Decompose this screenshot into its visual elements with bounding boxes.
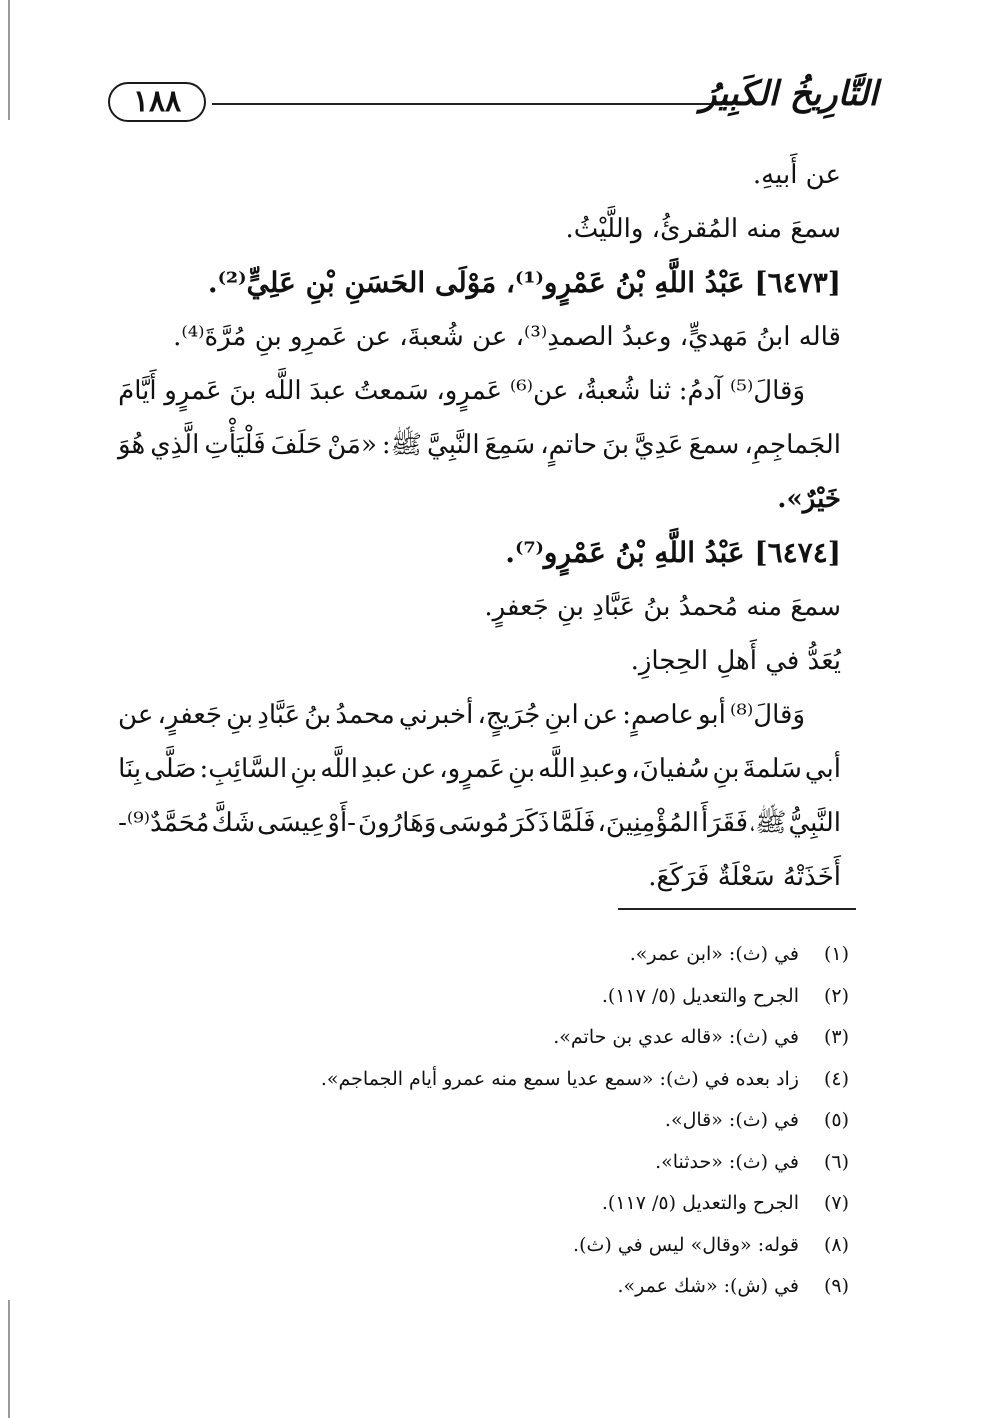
footnote-text: زاد بعده في (ث): «سمع عديا سمع منه عمرو أيام الجماجم». (320, 1067, 799, 1090)
word: النَّبِيُّ (788, 808, 841, 838)
text-line (118, 742, 841, 796)
entry-heading-6473: [٦٤٧٣] عَبْدُ اللَّهِ بْنُ عَمْرٍو⁽¹⁾، مَوْلَى الحَسَنِ بْنِ عَلِيٍّ⁽²⁾. (207, 266, 841, 299)
word: وَهَارُونَ (357, 808, 437, 838)
text-line: سمعَ منه المُقرئُ، واللَّيْثُ. (565, 214, 841, 244)
footnote-number: (٦) (823, 1150, 849, 1173)
word: وَقالَ⁽⁵⁾ (729, 376, 805, 406)
word: المُؤْمِنِينَ، (597, 808, 699, 838)
word: عِيسَى (257, 808, 326, 838)
word: بنِ (712, 754, 740, 784)
footnote (118, 1183, 849, 1225)
word: «مَنْ (327, 430, 377, 460)
word: الَّذِي (150, 430, 200, 460)
word: عَمرٍو (164, 376, 222, 406)
word: وَقالَ⁽⁸⁾ (729, 700, 805, 730)
word: سَمِعَ (484, 430, 536, 460)
word: عبدَ (309, 376, 347, 406)
footnote-number: (١) (823, 943, 849, 965)
word: عن⁽⁶⁾ (509, 376, 569, 406)
footnote-text: في (ث): «ابن عمر». (629, 943, 799, 965)
word: سَمعتُ (353, 376, 429, 406)
word: حاتمٍ، (540, 430, 598, 460)
header-rule (212, 103, 730, 105)
footnote-number: (٤) (823, 1067, 849, 1090)
word: فَقَرَأَ (700, 808, 749, 838)
text-line: أَخَذَتْهُ سَعْلَةٌ فَرَكَعَ. (648, 862, 841, 892)
main-text (118, 148, 841, 904)
word: أبو (697, 700, 726, 730)
word: جَعفرٍ، (157, 700, 222, 730)
running-header (108, 74, 878, 138)
footnote-number: (٩) (823, 1275, 849, 1297)
word: صَلَّى (144, 754, 197, 784)
text-line (118, 688, 841, 742)
book-title: التَّارِيخُ الكَبِيرُ (700, 74, 878, 114)
word: بنِ (290, 754, 318, 784)
word: فَلَمَّا (551, 808, 596, 838)
text-line: يُعَدُّ في أَهلِ الحِجازِ. (630, 646, 841, 676)
word: عاصمٍ: (622, 700, 694, 730)
word: بنَ (602, 430, 630, 460)
word: هُوَ (118, 430, 146, 460)
word: عَمرٍو، (439, 754, 506, 784)
word: مُوسَى (438, 808, 510, 838)
word: بنِ (226, 700, 254, 730)
footnote-text: في (ث): «قاله عدي بن حاتم». (553, 1026, 799, 1048)
footnote-text: في (ش): «شك عمر». (617, 1275, 799, 1297)
footnote-separator (618, 908, 856, 910)
text-line: خَيْرٌ». (777, 484, 841, 514)
word: عَدِيَّ (634, 430, 684, 460)
word: عَمرٍو، (436, 376, 503, 406)
word: اللَّه (263, 376, 302, 406)
word: سَلمةَ (742, 754, 802, 784)
word: محمدُ (335, 700, 395, 730)
word: النَّبِيَّ (427, 430, 480, 460)
footnote-text: قوله: «وقال» ليس في (ث). (573, 1233, 799, 1256)
word: عَبَّادِ (257, 700, 301, 730)
footnote (118, 934, 849, 976)
footnote (118, 1017, 849, 1059)
word: عبدِ (360, 754, 398, 784)
footnote-text: الجرح والتعديل (٥/ ١١٧). (601, 1192, 799, 1214)
word: بنَ (229, 376, 257, 406)
footnote-text: في (ث): «حدثنا». (655, 1150, 799, 1173)
word: شُعبةُ، (575, 376, 641, 406)
footnote (118, 976, 849, 1018)
word: الجَماجِمِ، (744, 430, 841, 460)
footnotes (118, 934, 849, 1308)
word: أبي (804, 754, 841, 784)
word: -أَوْ (327, 808, 356, 838)
footnote (118, 1142, 849, 1184)
word: عن (582, 700, 619, 730)
word: بنِ (508, 754, 536, 784)
binding-edge-line-bottom (8, 1300, 10, 1418)
footnote (118, 1100, 849, 1142)
word: عن (400, 754, 437, 784)
word: حَلَفَ (270, 430, 323, 460)
word: أخبرني (398, 700, 474, 730)
text-line: عن أَبيهِ. (752, 160, 841, 190)
entry-heading-6474: [٦٤٧٤] عَبْدُ اللَّهِ بْنُ عَمْرٍو⁽⁷⁾. (505, 536, 841, 569)
word: وعبدِ (578, 754, 629, 784)
word: فَلْيَأْتِ (204, 430, 266, 460)
word: ﷺ: (381, 430, 423, 460)
word: سمعَ (688, 430, 740, 460)
text-line: سمعَ منه مُحمدُ بنُ عَبَّادِ بنِ جَعفرٍ. (484, 592, 841, 622)
page-number: ١٨٨ (108, 82, 206, 122)
footnote-number: (٣) (823, 1026, 849, 1048)
word: بِنَا (118, 754, 142, 784)
footnote-number: (٢) (823, 984, 849, 1007)
word: سُفيانَ، (631, 754, 710, 784)
word: السَّائِبِ: (199, 754, 288, 784)
word: ذَكَرَ (511, 808, 550, 838)
footnote (118, 1059, 849, 1101)
binding-edge-line-top (8, 0, 10, 120)
footnote-number: (٨) (823, 1233, 849, 1256)
footnote-number: (٥) (823, 1109, 849, 1131)
text-line (118, 796, 841, 850)
footnote-text: في (ث): «قال». (664, 1109, 799, 1131)
word: جُرَيجٍ، (477, 700, 541, 730)
word: اللَّه (320, 754, 358, 784)
footnote-text: الجرح والتعديل (٥/ ١١٧). (601, 984, 799, 1007)
word: ﷺ، (750, 808, 787, 838)
word: مُحَمَّدٌ⁽⁹⁾- (118, 808, 210, 838)
text-line (118, 364, 841, 418)
footnote-number: (٧) (823, 1192, 849, 1214)
footnote (118, 1225, 849, 1267)
text-line: قاله ابنُ مَهديٍّ، وعبدُ الصمدِ⁽³⁾، عن شُعبةَ، عن عَمرِو بنِ مُرَّةَ⁽⁴⁾. (173, 322, 841, 352)
word: شَكَّ (211, 808, 256, 838)
word: ثنا (648, 376, 672, 406)
word: ابنِ (544, 700, 579, 730)
word: أَيَّامَ (118, 376, 157, 406)
text-line (118, 418, 841, 472)
word: آدمُ: (678, 376, 723, 406)
word: عن (118, 700, 154, 730)
footnote (118, 1266, 849, 1308)
word: بنُ (304, 700, 332, 730)
word: اللَّه (538, 754, 576, 784)
